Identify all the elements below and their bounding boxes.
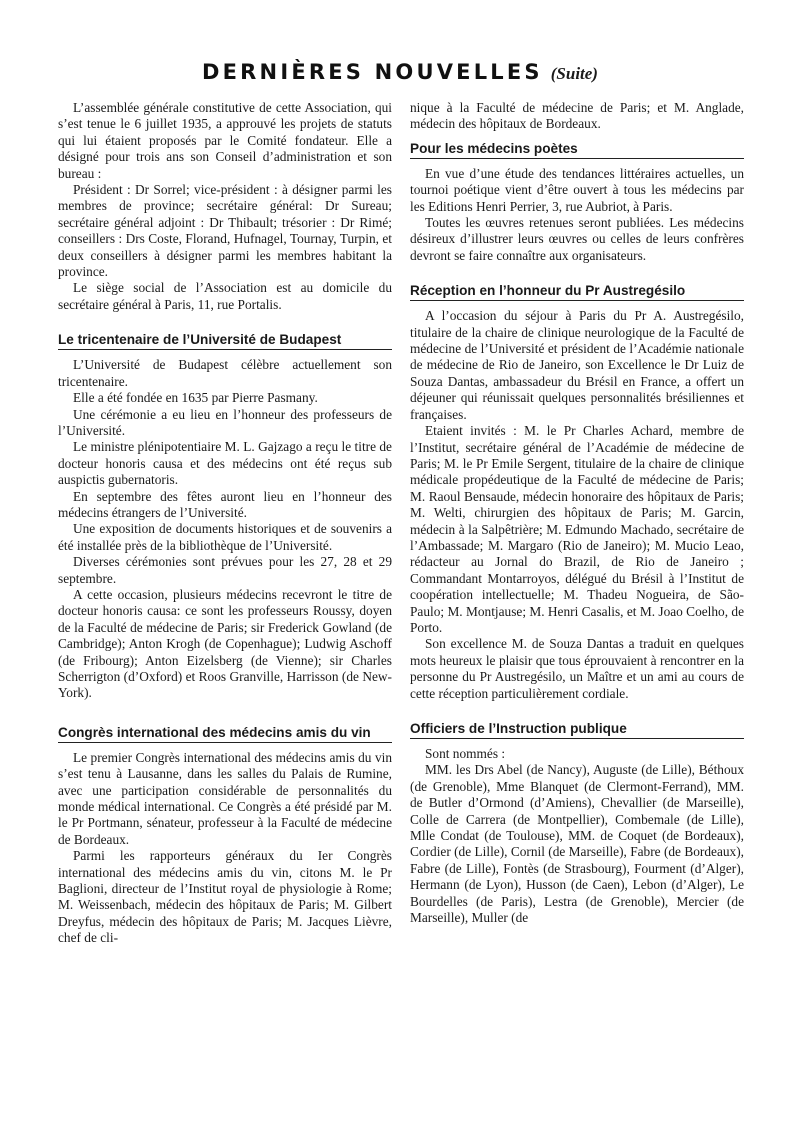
page-title-suite: (Suite) — [550, 64, 598, 83]
paragraph: nique à la Faculté de médecine de Paris; et M. Anglade, médecin des hôpitaux de Bordeaux. — [410, 100, 744, 132]
paragraph: Son excellence M. de Souza Dantas a traduit en quelques mots heureux le plaisir que tous éprouvaient à rencontrer en la personne du Pr Austregésilo, un Maître et un ami au cours de cette réception particulièrement cordiale. — [410, 636, 744, 701]
section-title-congres: Congrès international des médecins amis du vin — [58, 724, 392, 743]
paragraph: Président : Dr Sorrel; vice-président : à désigner parmi les membres de province; secrétaire général: Dr Sureau; secrétaire général adjoint : Dr Thibault; trésorier : Dr Rimé; conseillers : Drs Coste, Florand, Hufnagel, Tournay, Turpin, et deux conseillers à désigner parmi les membres habitant la province. — [58, 182, 392, 280]
paragraph: MM. les Drs Abel (de Nancy), Auguste (de Lille), Béthoux (de Grenoble), Mme Blanquet (de Clermont-Ferrand), MM. de Butler d’Ormond (d’Amiens), Chevallier (de Marseille), Colle de Carrera (de Montpellier), Combemale (de Lille), Mlle Condat (de Toulouse), MM. de Coquet (de Bordeaux), Cordier (de Lille), Cornil (de Marseille), Fabre (de Bordeaux), Fabre (de Lille), Fontès (de Strasbourg), Fourment (d’Alger), Hermann (de Lyon), Husson (de Caen), Lebon (d’Alger), Le Bourdelles (de Paris), Lestra (de Grenoble), Mercier (de Marseille), Muller (de — [410, 762, 744, 926]
paragraph: En septembre des fêtes auront lieu en l’honneur des médecins étrangers de l’Université. — [58, 488, 392, 520]
paragraph: Toutes les œuvres retenues seront publiées. Les médecins désireux d’illustrer leurs œuvres ou celles de leurs confrères devront se faire connaître aux organisateurs. — [410, 215, 744, 263]
page-header — [0, 60, 800, 84]
paragraph: A l’occasion du séjour à Paris du Pr A. Austregésilo, titulaire de la chaire de clinique neurologique de la Faculté de médecine de l’Université et président de l’Académie nationale de médecine de Rio de Janeiro, son Excellence le Dr Luiz de Souza Dantas, ambassadeur du Brésil en France, a offert un déjeuner qui réunissait quelques personnalités brésiliennes et françaises. — [410, 308, 744, 422]
paragraph: Le siège social de l’Association est au domicile du secrétaire général à Paris, 11, rue Portalis. — [58, 280, 392, 312]
section-title-reception: Réception en l’honneur du Pr Austregésilo — [410, 282, 744, 301]
left-column — [58, 100, 392, 947]
section-title-budapest: Le tricentenaire de l’Université de Budapest — [58, 331, 392, 350]
paragraph: Etaient invités : M. le Pr Charles Achard, membre de l’Institut, secrétaire général de l’Académie de médecine de Paris; M. le Pr Emile Sergent, titulaire de la chaire de clinique médicale propédeutique de la Faculté de médecine de Paris; M. Raoul Bensaude, médecin honoraire des hôpitaux de Paris; M. Welti, chirurgien des hôpitaux de Paris; M. Garcin, médecin à la Salpêtrière; M. Edmundo Machado, secrétaire de l’Ambassade; M. Margaro (Rio de Janeiro); M. Mucio Leao, rédacteur au Jornal do Brazil, de Rio de Janeiro ; Commandant Montarroyos, délégué du Brésil à l’Institut de coopération intellectuelle; M. Thadeu Nogueira, de São-Paulo; M. Montjause; M. Henri Casalis, et M. Joao Coelho, de Porto. — [410, 423, 744, 635]
paragraph: Une cérémonie a eu lieu en l’honneur des professeurs de l’Université. — [58, 406, 392, 438]
page-title: DERNIÈRES NOUVELLES — [202, 60, 543, 84]
paragraph: Sont nommés : — [425, 746, 506, 761]
paragraph: L’Université de Budapest célèbre actuellement son tricentenaire. — [58, 357, 392, 389]
section-title-poetes: Pour les médecins poètes — [410, 140, 744, 159]
right-column — [410, 100, 744, 926]
section-title-officiers: Officiers de l’Instruction publique — [410, 720, 744, 739]
paragraph: En vue d’une étude des tendances littéraires actuelles, un tournoi poétique vient d’être ouvert à tous les médecins par les Editions Henri Perrier, 3, rue Aubriot, à Paris. — [410, 165, 744, 214]
paragraph: L’assemblée générale constitutive de cette Association, qui s’est tenue le 6 juillet 1935, a approuvé les projets de statuts qui lui étaient proposés par le Comité fondateur. Elle a désigné pour trois ans son Conseil d’administration et son bureau : — [58, 100, 392, 181]
paragraph: A cette occasion, plusieurs médecins recevront le titre de docteur honoris causa: ce sont les professeurs Roussy, doyen de la Faculté de médecine de Paris; sir Frederick Gowland (de Cambridge); Anton Krogh (de Copenhague); Ludwig Aschoff (de Fribourg); Anton Eizelsberg (de Vienne); sir Charles Scherrigton (d’Oxford) et Roos Granville, Harrisson (de New-York). — [58, 586, 392, 701]
paragraph: Le ministre plénipotentiaire M. L. Gajzago a reçu le titre de docteur honoris causa et des médecins ont été reçus sub auspictis gubernatoris. — [58, 439, 392, 488]
paragraph: Diverses cérémonies sont prévues pour les 27, 28 et 29 septembre. — [58, 554, 392, 586]
paragraph: Parmi les rapporteurs généraux du Ier Congrès international des médecins amis du vin, citons M. le Pr Baglioni, directeur de l’Institut royal de physiologie à Rome; M. Weissenbach, médecin des hôpitaux de Paris; M. Gilbert Dreyfus, médecin des hôpitaux de Paris; M. Jacques Lièvre, chef de cli- — [58, 848, 392, 946]
paragraph: Le premier Congrès international des médecins amis du vin s’est tenu à Lausanne, dans les salles du Palais de Rumine, avec une participation considérable de personnalités du monde médical international. Ce Congrès a été présidé par M. le Pr Portmann, sénateur, professeur à la Faculté de médecine de Bordeaux. — [58, 749, 392, 847]
paragraph: Une exposition de documents historiques et de souvenirs a été installée près de la bibliothèque de l’Université. — [58, 521, 392, 553]
paragraph: Elle a été fondée en 1635 par Pierre Pasmany. — [73, 390, 318, 406]
